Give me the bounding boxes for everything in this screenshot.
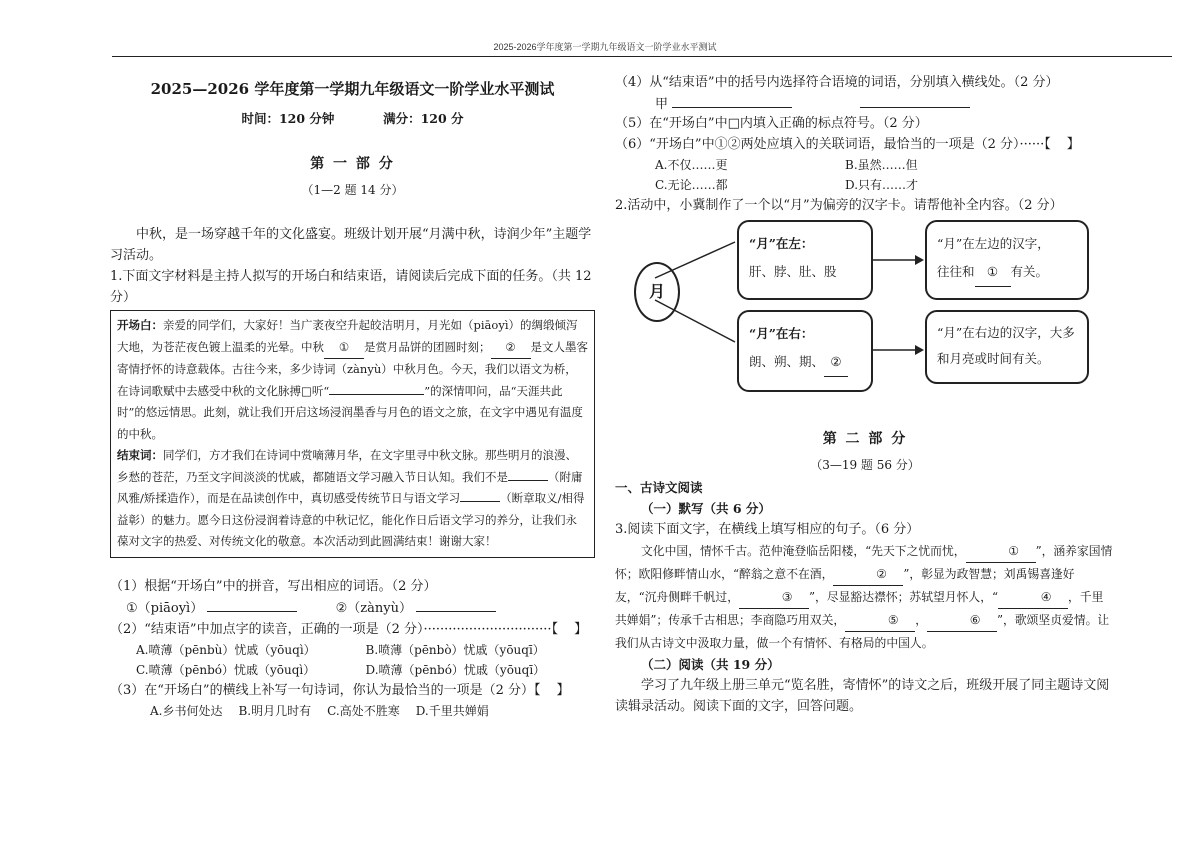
- left-radical-result: [925, 220, 1089, 300]
- q1-6-option-b[interactable]: B.虽然……但: [845, 158, 918, 172]
- part2-sub: （3—19 题 56 分）: [810, 458, 920, 472]
- right-radical-words-row: [749, 348, 861, 377]
- q1-6-option-a[interactable]: A.不仅……更: [655, 158, 728, 172]
- blank-yi[interactable]: [460, 501, 500, 502]
- q3-mark-6: ⑥: [969, 613, 981, 627]
- q1-6-option-d[interactable]: D.只有……才: [845, 178, 919, 192]
- q1-2-option-d[interactable]: D.喷薄（pēnbó）忧戚（yōuqī）: [365, 662, 546, 677]
- blank-1[interactable]: [324, 337, 364, 360]
- left-result-suffix: 有关。: [1010, 264, 1049, 279]
- diagram-mark-1: ①: [986, 264, 999, 279]
- exam-score: 满分：120 分: [383, 111, 464, 126]
- question-1-1: （1）根据“开场白”中的拼音，写出相应的词语。（2 分）: [110, 578, 437, 594]
- q1-1-b-label: ②（zànyù）: [335, 600, 412, 616]
- q1-3-options: [110, 701, 595, 721]
- section-1b-heading: （二）阅读（共 19 分）: [641, 657, 780, 672]
- q1-2-option-c[interactable]: C.喷薄（pēnbó）忧戚（yōuqì）: [136, 662, 316, 677]
- q1-6-bracket-end: 】: [1066, 137, 1080, 152]
- q1-2-options: [110, 640, 595, 680]
- blank-jia[interactable]: [508, 480, 548, 481]
- q1-1-b-blank[interactable]: [416, 597, 496, 612]
- q3-mark-1: ①: [1008, 544, 1019, 558]
- blank-diagram-1[interactable]: [975, 258, 1011, 287]
- header-rule: [112, 56, 1172, 57]
- q1-3-text: （3）在“开场白”的横线上补写一句诗词，你认为最恰当的一项是（2 分）【: [110, 682, 541, 698]
- q1-2-option-a[interactable]: A.喷薄（pēnbù）忧戚（yōuqì）: [136, 642, 316, 657]
- right-radical-words: 朗、朔、期、: [749, 354, 825, 369]
- close-label: 结束词：: [117, 448, 163, 462]
- close-text-3: （断章取义/相得益彰）的魅力。愿今日这份浸润着诗意的中秋记忆，能化作日后语文学习的养分，让我们永葆对文字的热爱、对传统文化的敬意。本次活动到此圆满结束！谢谢大家！: [117, 491, 585, 548]
- open-text-3: 是文人墨客寄情抒怀的诗意载体。古往今来，多少诗词（zànyù）中秋月色。今天，我们以语文为桥，在诗词歌赋中去感受中秋的文化脉搏□听“: [117, 339, 588, 398]
- q1-3-option-b[interactable]: B.明月几时有: [238, 703, 312, 718]
- q3-text-1: 文化中国，情怀千古。范仲淹登临岳阳楼，“先天下之忧而忧，: [641, 544, 966, 558]
- open-text-1: 亲爱的同学们，大家好！当广袤夜空升起皎洁明月，月光如（piāoyì）的绸缎倾泻大地，为苍茫夜色镀上温柔的光晕。中秋: [117, 318, 578, 354]
- mark-1: ①: [338, 339, 350, 354]
- q3-text-2: ”，涵养家国情怀；欧阳修畔情山水，“醉翁之意不在酒，: [615, 544, 1113, 581]
- q1-6-option-c[interactable]: C.无论……都: [655, 178, 728, 192]
- question-1-3: [110, 680, 595, 701]
- q3-passage: [615, 540, 1115, 654]
- exam-meta: [110, 109, 595, 127]
- section-1a-heading: （一）默写（共 6 分）: [641, 501, 771, 516]
- q4-intro: 学习了九年级上册三单元“览名胜，寄情怀”的诗文之后，班级开展了同主题诗文阅读辑录活动。阅读下面的文字，回答问题。: [615, 678, 1110, 714]
- arrowhead-upper: [915, 255, 924, 265]
- q1-1-a-blank[interactable]: [207, 597, 297, 612]
- q3-blank-1[interactable]: [966, 540, 1036, 563]
- left-result-prefix: 往往和: [937, 264, 975, 279]
- right-radical-title: “月”在右：: [749, 326, 814, 341]
- q3-mark-3: ③: [781, 590, 793, 604]
- part1-sub: （1—2 题 14 分）: [301, 183, 404, 197]
- part2-block: [615, 428, 1115, 717]
- left-radical-title: “月”在左：: [749, 236, 814, 251]
- q3-mark-4: ④: [1040, 590, 1052, 604]
- script-box: [110, 310, 595, 558]
- q3-blank-5[interactable]: [845, 609, 915, 632]
- q3-blank-3[interactable]: [739, 586, 809, 609]
- right-column: [615, 72, 1115, 216]
- exam-time: 时间：120 分钟: [241, 111, 335, 126]
- question-3: 3.阅读下面文字，在横线上填写相应的句子。（6 分）: [615, 522, 920, 537]
- q1-4-jia: 甲: [655, 97, 669, 112]
- blank-poem[interactable]: [329, 394, 424, 395]
- left-result-line-2: [937, 258, 1077, 287]
- section-1-heading: 一、古诗文阅读: [615, 480, 703, 495]
- q1-1-answers: [110, 597, 595, 619]
- q3-blank-6[interactable]: [927, 609, 997, 632]
- diagram-mark-2: ②: [830, 354, 842, 369]
- q1-3-bracket-end: 】: [556, 682, 570, 698]
- running-header: 2025-2026学年度第一学期九年级语文一阶学业水平测试: [493, 42, 717, 52]
- part2-title: 第 二 部 分: [822, 431, 908, 447]
- blank-2[interactable]: [491, 337, 531, 360]
- left-result-line-1: “月”在左边的汉字，: [937, 236, 1050, 251]
- question-1-5: （5）在“开场白”中□内填入正确的标点符号。（2 分）: [615, 116, 928, 131]
- q1-3-option-a[interactable]: A.乡书何处达: [150, 703, 223, 718]
- q3-blank-4[interactable]: [998, 586, 1068, 609]
- question-1-4: （4）从“结束语”中的括号内选择符合语境的词语，分别填入横线处。（2 分）: [615, 75, 1059, 90]
- q1-4-jia-blank[interactable]: [672, 93, 792, 108]
- q1-2-text: （2）“结束语”中加点字的读音，正确的一项是（2 分）·······························【: [110, 621, 559, 637]
- q1-6-options: [615, 155, 1035, 195]
- part1-title: 第 一 部 分: [310, 156, 395, 172]
- open-text-4: ”的深情叩问，品“天涯共此时”的悠远情思。此刻，就让我们开启这场浸润墨香与月色的语文之旅，在文字中遇见有温度的中秋。: [117, 383, 583, 441]
- question-1: 1.下面文字材料是主持人拟写的开场白和结束语，请阅读后完成下面的任务。（共 12 分）: [110, 269, 592, 305]
- open-label: 开场白：: [117, 318, 163, 332]
- q1-3-option-d[interactable]: D.千里共婵娟: [415, 703, 489, 718]
- q1-1-a-label: ①（piāoyì）: [126, 600, 204, 616]
- question-1-2: [110, 619, 595, 640]
- q1-2-option-b[interactable]: B.喷薄（pēnbò）忧戚（yōuqī）: [365, 642, 545, 657]
- close-text-1: 同学们，方才我们在诗词中赏嘀薄月华，在文字里寻中秋文脉。那些明月的浪漫、乡愁的苍茫，乃至文字间淡淡的忧戚，都随语文学习融入节日认知。我们不是: [117, 448, 577, 484]
- q1-6-text: （6）“开场白”中①②两处应填入的关联词语，最恰当的一项是（2 分）······【: [615, 137, 1051, 152]
- q1-2-bracket-end: 】: [574, 621, 588, 637]
- q3-blank-2[interactable]: [833, 563, 903, 586]
- q3-mark-5: ⑤: [887, 613, 899, 627]
- blank-diagram-2[interactable]: [824, 348, 848, 377]
- mark-2: ②: [505, 339, 516, 354]
- q3-text-5: ，千里共婵娟”；传承千古相思；李商隐巧用双关，: [615, 590, 1104, 627]
- open-text-2: 是赏月品饼的团圆时刻；: [364, 339, 491, 354]
- close-text-2: （附庸风雅/矫揉造作），而是在品读创作中，真切感受传统节日与语文学习: [117, 469, 583, 505]
- right-radical-result: “月”在右边的汉字，大多和月亮或时间有关。: [925, 310, 1089, 384]
- q1-4-answers: [615, 93, 1115, 113]
- q3-text-4: ”，尽显豁达襟怀；苏轼望月怀人，“: [809, 590, 999, 604]
- question-2: 2.活动中，小冀制作了一个以“月”为偏旁的汉字卡。请帮他补全内容。（2 分）: [615, 198, 1063, 213]
- q1-4-yi-blank[interactable]: [860, 93, 970, 108]
- center-node: 月: [634, 262, 680, 322]
- arrowhead-lower: [915, 345, 924, 355]
- q3-text-7: ”，歌颂坚贞爱情。让我们从古诗文中汲取力量，做一个有情怀、有格局的中国人。: [615, 613, 1110, 650]
- q3-text-6: ，: [915, 613, 927, 627]
- left-column: [110, 72, 595, 721]
- q3-mark-2: ②: [876, 567, 887, 581]
- q3-text-3: ”，彰显为政智慧；刘禹锡喜逢好友，“沉舟侧畔千帆过，: [615, 567, 1075, 604]
- question-1-6: [615, 134, 1115, 155]
- right-radical-card: [737, 310, 873, 392]
- intro-text: 中秋，是一场穿越千年的文化盛宴。班级计划开展“月满中秋，诗润少年”主题学习活动。: [110, 227, 592, 263]
- left-radical-card: [737, 220, 873, 300]
- q1-3-option-c[interactable]: C.高处不胜寒: [327, 703, 400, 718]
- exam-title: 2025—2026 学年度第一学期九年级语文一阶学业水平测试: [150, 80, 555, 98]
- left-radical-words: 肝、脖、肚、股: [749, 264, 837, 279]
